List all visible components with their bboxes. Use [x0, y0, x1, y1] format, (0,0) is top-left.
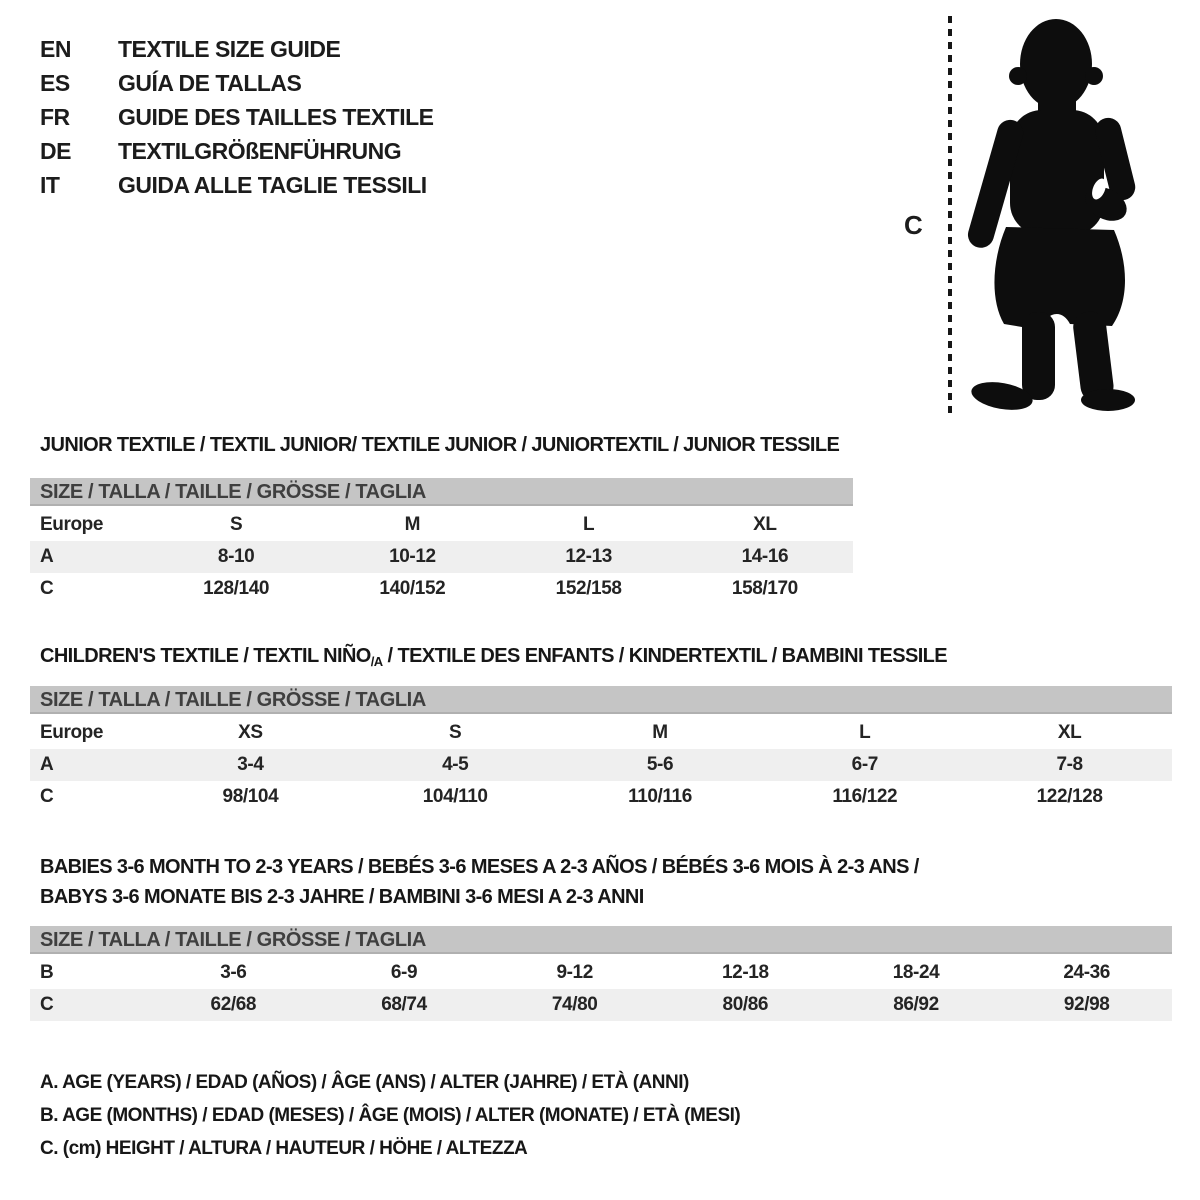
height-value: 110/116: [628, 786, 692, 807]
months-value: 12-18: [722, 962, 769, 983]
junior-size-table: [30, 478, 853, 605]
guide-title: TEXTILGRÖßENFÜHRUNG: [118, 138, 402, 164]
size-header-bar: SIZE / TALLA / TAILLE / GRÖSSE / TAGLIA: [30, 686, 1172, 714]
months-value: 18-24: [892, 962, 940, 983]
height-value: 86/92: [893, 994, 939, 1015]
age-value: 5-6: [646, 754, 674, 775]
row-label: C: [40, 578, 54, 599]
language-code: ES: [40, 70, 70, 96]
height-value: 62/68: [210, 994, 257, 1015]
age-value: 8-10: [217, 546, 255, 567]
babies-size-table: [30, 926, 1172, 1021]
age-value: 6-7: [851, 754, 878, 775]
guide-title: GUÍA DE TALLAS: [118, 70, 302, 96]
title-line-1: BABIES 3-6 MONTH TO 2-3 YEARS / BEBÉS 3-6 MESES A 2-3 AÑOS / BÉBÉS 3-6 MOIS À 2-3 ANS /: [40, 856, 919, 878]
table-row-months: [30, 957, 1172, 989]
months-value: 9-12: [556, 962, 593, 983]
row-label: A: [40, 754, 54, 775]
table-row-height: [30, 781, 1172, 813]
table-row-europe: [30, 717, 1172, 749]
height-value: 128/140: [203, 578, 270, 599]
size-header-bar: SIZE / TALLA / TAILLE / GRÖSSE / TAGLIA: [30, 478, 853, 506]
height-value: 74/80: [551, 994, 598, 1015]
row-label: C: [40, 994, 54, 1015]
legend-age-years: A. AGE (YEARS) / EDAD (AÑOS) / ÂGE (ANS) / ALTER (JAHRE) / ETÀ (ANNI): [40, 1072, 689, 1093]
language-code: IT: [40, 172, 60, 198]
toddler-silhouette: [960, 12, 1140, 414]
table-row-europe: [30, 509, 853, 541]
age-value: 4-5: [442, 754, 469, 775]
section-title-babies: [40, 852, 919, 912]
row-label: Europe: [40, 514, 104, 535]
height-value: 80/86: [722, 994, 769, 1015]
height-value: 116/122: [832, 786, 898, 807]
legend-height-cm: C. (cm) HEIGHT / ALTURA / HAUTEUR / HÖHE / ALTEZZA: [40, 1138, 528, 1159]
height-measure-line: [948, 16, 952, 416]
guide-title: GUIDA ALLE TAGLIE TESSILI: [118, 172, 427, 198]
height-value: 158/170: [731, 578, 798, 599]
months-value: 24-36: [1063, 962, 1110, 983]
measurement-legend: [40, 1066, 740, 1165]
language-row: [40, 168, 434, 202]
row-label: C: [40, 786, 54, 807]
row-label: B: [40, 962, 54, 983]
title-text: CHILDREN'S TEXTILE / TEXTIL NIÑO: [40, 645, 371, 667]
size-value: M: [652, 722, 668, 743]
size-value: L: [859, 722, 871, 743]
height-value: 122/128: [1036, 786, 1103, 807]
row-label: A: [40, 546, 54, 567]
age-value: 14-16: [741, 546, 789, 567]
age-value: 10-12: [389, 546, 436, 567]
language-row: [40, 66, 434, 100]
height-value: 68/74: [381, 994, 427, 1015]
language-title-list: [40, 32, 434, 202]
size-value: M: [404, 514, 421, 535]
title-text: / TEXTILE DES ENFANTS / KINDERTEXTIL / BAMBINI TESSILE: [382, 645, 948, 667]
language-row: [40, 100, 434, 134]
size-header-bar: SIZE / TALLA / TAILLE / GRÖSSE / TAGLIA: [30, 926, 1172, 954]
size-value: S: [449, 722, 462, 743]
title-line-2: BABYS 3-6 MONATE BIS 2-3 JAHRE / BAMBINI 3-6 MESI A 2-3 ANNI: [40, 886, 644, 908]
table-row-height: [30, 989, 1172, 1021]
row-label: Europe: [40, 722, 104, 743]
title-subscript: /A: [370, 654, 383, 669]
height-value: 98/104: [222, 786, 279, 807]
section-title-junior: JUNIOR TEXTILE / TEXTIL JUNIOR/ TEXTILE JUNIOR / JUNIORTEXTIL / JUNIOR TESSILE: [40, 434, 840, 456]
table-row-age: [30, 749, 1172, 781]
age-value: 12-13: [565, 546, 612, 567]
age-value: 3-4: [237, 754, 264, 775]
legend-age-months: B. AGE (MONTHS) / EDAD (MESES) / ÂGE (MOIS) / ALTER (MONATE) / ETÀ (MESI): [40, 1105, 741, 1126]
months-value: 6-9: [390, 962, 418, 983]
size-value: XS: [238, 722, 263, 743]
height-measure-label: C: [904, 210, 923, 240]
age-value: 7-8: [1056, 754, 1083, 775]
language-code: EN: [40, 36, 71, 62]
size-value: L: [583, 514, 595, 535]
language-row: [40, 32, 434, 66]
size-value: XL: [1057, 722, 1082, 743]
table-row-age: [30, 541, 853, 573]
section-title-children: [40, 643, 947, 675]
size-value: XL: [753, 514, 777, 535]
guide-title: GUIDE DES TAILLES TEXTILE: [118, 104, 434, 130]
guide-title: TEXTILE SIZE GUIDE: [118, 36, 341, 62]
months-value: 3-6: [220, 962, 247, 983]
size-value: S: [229, 514, 243, 535]
height-value: 152/158: [555, 578, 622, 599]
language-code: DE: [40, 138, 71, 164]
children-size-table: [30, 686, 1172, 813]
height-value: 104/110: [422, 786, 488, 807]
table-row-height: [30, 573, 853, 605]
height-value: 140/152: [379, 578, 446, 599]
height-value: 92/98: [1063, 994, 1110, 1015]
language-row: [40, 134, 434, 168]
language-code: FR: [40, 104, 70, 130]
